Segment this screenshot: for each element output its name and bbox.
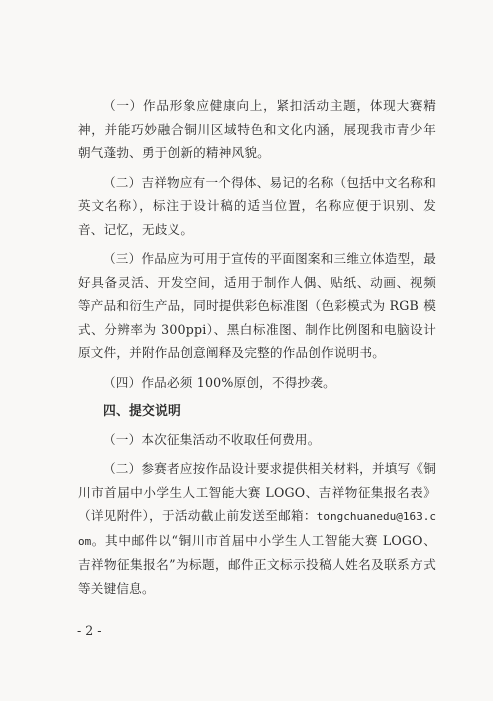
paragraph-image-requirement: （一）作品形象应健康向上，紧扣活动主题，体现大赛精神，并能巧妙融合铜川区域特色和文化内涵，展现我市青少年朝气蓬勃、勇于创新的精神风貌。 (78, 98, 436, 160)
section-heading-submission: 四、提交说明 (103, 404, 181, 419)
paragraph-submission-instructions (78, 457, 436, 600)
submission-text-before-email: （二）参赛者应按作品设计要求提供相关材料，并填写《铜川市首届中小学生人工智能大赛 LOGO、吉祥物征集报名表》（详见附件），于活动截止前发送至邮箱： (78, 461, 436, 523)
page-number: - 2 - (77, 623, 102, 638)
paragraph-design-format: （三）作品应为可用于宣传的平面图案和三维立体造型，最好具备灵活、开发空间，适用于制作人偶、贴纸、动画、视频等产品和衍生产品，同时提供彩色标准图（色彩模式为 RGB 模式、分辨率为 300ppi）、黑白标准图、制作比例图和电脑设计原文件，并附作品创意阐释及完整的作品创作说明书。 (78, 251, 436, 360)
document-body (78, 94, 436, 606)
submission-email: tongchuanedu@163.com (78, 510, 436, 548)
paragraph-no-fee: （一）本次征集活动不收取任何费用。 (103, 431, 321, 447)
paragraph-mascot-name: （二）吉祥物应有一个得体、易记的名称（包括中文名称和英文名称），标注于设计稿的适当位置，名称应便于识别、发音、记忆，无歧义。 (78, 174, 436, 237)
paragraph-originality: （四）作品必须 100%原创，不得抄袭。 (103, 374, 336, 390)
submission-text-after-email: 。其中邮件以“铜川市首届中小学生人工智能大赛 LOGO、吉祥物征集报名”为标题，邮件正文标示投稿人姓名及联系方式等关键信息。 (78, 532, 436, 596)
